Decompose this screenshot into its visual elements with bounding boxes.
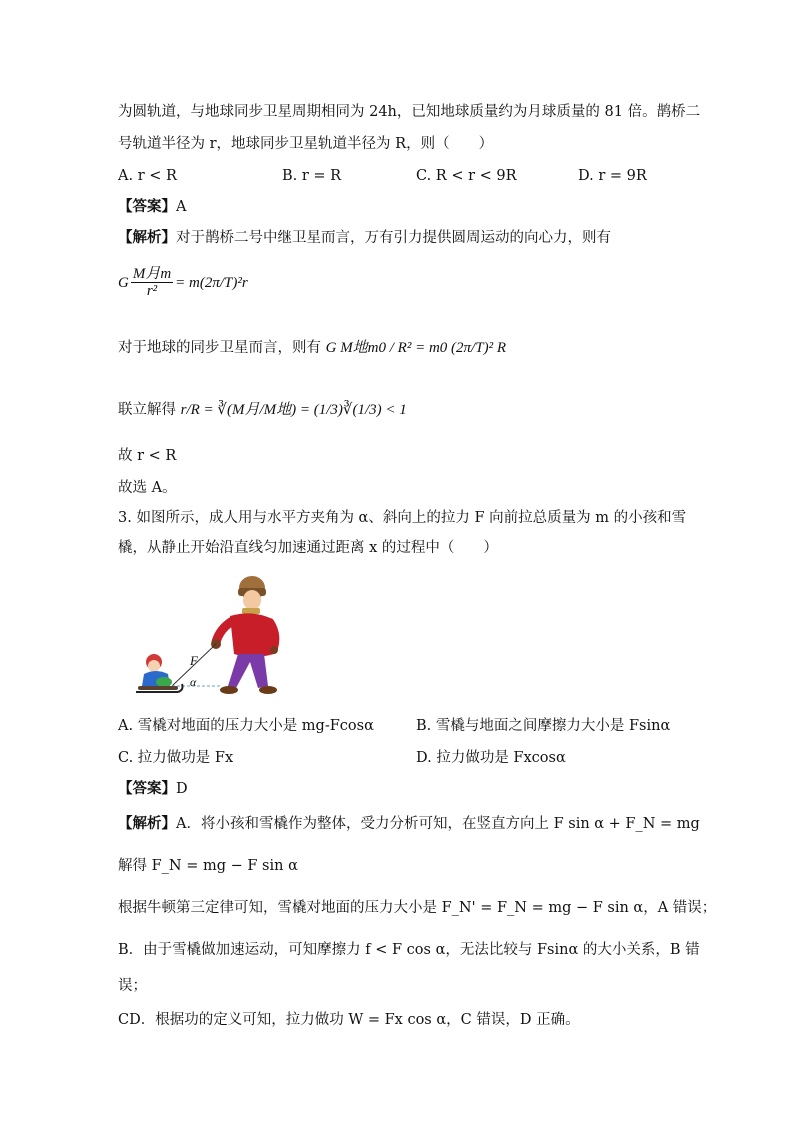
q3-stem-line-2: 橇，从静止开始沿直线匀加速通过距离 x 的过程中（ ） [118,540,498,556]
q3-stem-line-1: 3. 如图所示，成人用与水平方夹角为 α、斜向上的拉力 F 向前拉总质量为 m 的小孩和雪 [118,510,687,526]
eq2: G M地m0 / R² = m0 (2π/T)² R [325,340,506,356]
q3-answer [118,779,188,799]
intro-line-2: 号轨道半径为 r，地球同步卫星轨道半径为 R，则（ ） [118,136,494,152]
analysis-label-3: 【解析】 [118,815,176,832]
q3-analysis-line-1 [118,814,700,834]
eq1-denominator: r² [146,283,158,299]
q2-option-b: B. r = R [282,168,342,184]
q3-analysis-line-6: CD．根据功的定义可知，拉力做功 W = Fx cos α，C 错误，D 正确。 [118,1012,580,1028]
adult-figure [211,576,278,694]
child-on-sled [136,654,183,692]
analysis-text-2: 对于地球的同步卫星而言，则有 [118,340,321,356]
analysis-text-3a: A．将小孩和雪橇作为整体，受力分析可知，在竖直方向上 F sin α + F_N = mg [176,816,700,832]
eq1-fraction [131,266,173,299]
eq1-numerator: M月m [132,266,172,282]
q3-option-a: A. 雪橇对地面的压力大小是 mg-Fcosα [118,718,374,734]
q3-option-c: C. 拉力做功是 Fx [118,750,234,766]
q3-analysis-line-5: 误； [118,978,147,994]
eq3: r/R = ∛(M月/M地) = (1/3)∛(1/3) < 1 [180,402,407,418]
q2-analysis-line-5: 故选 A。 [118,480,177,496]
angle-label-alpha: α [190,675,197,689]
eq1-right: = m(2π/T)²r [175,274,248,291]
q2-analysis-line-2 [118,338,506,358]
intro-line-1: 为圆轨道，与地球同步卫星周期相同为 24h，已知地球质量约为月球质量的 81 倍。鹊桥二 [118,104,701,120]
force-label-F: F [190,653,198,668]
analysis-text-3: 联立解得 [118,402,176,418]
q2-option-d: D. r = 9R [578,168,647,184]
q2-equation-1 [118,266,248,299]
q2-analysis-line-3 [118,400,407,420]
answer-label: 【答案】 [118,198,176,215]
answer-value-3: D [176,781,188,797]
answer-label-3: 【答案】 [118,780,176,797]
analysis-label: 【解析】 [118,229,176,246]
q2-answer [118,197,186,217]
analysis-text: 对于鹊桥二号中继卫星而言，万有引力提供圆周运动的向心力，则有 [176,230,611,246]
q2-analysis-line-1 [118,228,611,248]
q2-analysis-line-4: 故 r < R [118,448,177,464]
q3-analysis-line-4: B．由于雪橇做加速运动，可知摩擦力 f < F cos α，无法比较与 Fsinα 的大小关系，B 错 [118,942,700,958]
q2-option-c: C. R < r < 9R [416,168,517,184]
q2-option-a: A. r < R [118,168,177,184]
q3-option-d: D. 拉力做功是 Fxcosα [416,750,566,766]
q3-analysis-line-3: 根据牛顿第三定律可知，雪橇对地面的压力大小是 F_N' = F_N = mg − F sin α，A 错误； [118,900,717,916]
q3-option-b: B. 雪橇与地面之间摩擦力大小是 Fsinα [416,718,671,734]
answer-value: A [176,199,187,215]
eq1-G: G [118,274,129,291]
sled-figure [132,570,292,710]
q3-analysis-line-2: 解得 F_N = mg − F sin α [118,858,298,874]
